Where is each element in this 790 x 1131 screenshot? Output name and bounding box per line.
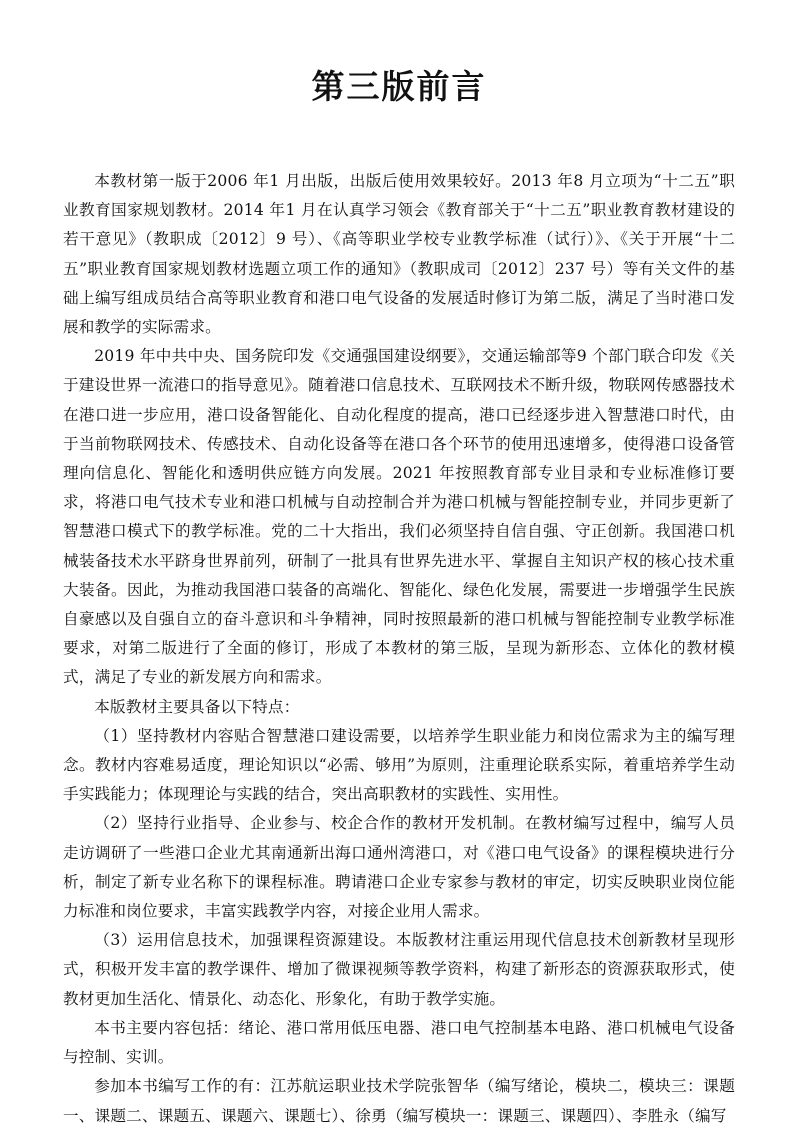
paragraph-feature-2: （2）坚持行业指导、企业参与、校企合作的教材开发机制。在教材编写过程中，编写人员走访调研了一些港口企业尤其南通新出海口通州湾港口，对《港口电气设备》的课程模块进行分析，制定了新专业名称下的课程标准。聘请港口企业专家参与教材的审定，切实反映职业岗位能力标准和岗位要求，丰富实践教学内容，对接企业用人需求。 [63, 814, 735, 921]
paragraph-authors: 参加本书编写工作的有：江苏航运职业技术学院张智华（编写绪论，模块二，模块三：课题一、课题二、课题五、课题六、课题七）、徐勇（编写模块一：课题三、课题四）、李胜永（编写 [63, 1077, 735, 1125]
document-page [63, 62, 735, 1131]
page-title: 第三版前言 [311, 67, 487, 106]
paragraph-edition-history: 本教材第一版于2006 年1 月出版，出版后使用效果较好。2013 年8 月立项为“十二五”职业教育国家规划教材。2014 年1 月在认真学习领会《教育部关于“十二五”职业教育教材建设的若干意见》（教职成〔2012〕9 号）、《高等职业学校专业教学标准（试行）》、《关于开展“十二五”职业教育国家规划教材选题立项工作的通知》（教职成司〔2012〕237 号）等有关文件的基础上编写组成员结合高等职业教育和港口电气设备的发展适时修订为第二版，满足了当时港口发展和教学的实际需求。 [63, 172, 735, 337]
paragraph-contents: 本书主要内容包括：绪论、港口常用低压电器、港口电气控制基本电路、港口机械电气设备与控制、实训。 [63, 1018, 735, 1067]
paragraph-features-intro: 本版教材主要具备以下特点： [94, 697, 300, 716]
paragraph-smart-port-background: 2019 年中共中央、国务院印发《交通强国建设纲要》，交通运输部等9 个部门联合印发《关于建设世界一流港口的指导意见》。随着港口信息技术、互联网技术不断升级，物联网传感器技术在港口进一步应用，港口设备智能化、自动化程度的提高，港口已经逐步进入智慧港口时代，由于当前物联网技术、传感技术、自动化设备等在港口各个环节的使用迅速增多，使得港口设备管理向信息化、智能化和透明供应链方向发展。2021 年按照教育部专业目录和专业标准修订要求，将港口电气技术专业和港口机械与自动控制合并为港口机械与智能控制专业，并同步更新了智慧港口模式下的教学标准。党的二十大指出，我们必须坚持自信自强、守正创新。我国港口机械装备技术水平跻身世界前列，研制了一批具有世界先进水平、掌握自主知识产权的核心技术重大装备。因此，为推动我国港口装备的高端化、智能化、绿色化发展，需要进一步增强学生民族自豪感以及自强自立的奋斗意识和斗争精神，同时按照最新的港口机械与智能控制专业教学标准要求，对第二版进行了全面的修订，形成了本教材的第三版，呈现为新形态、立体化的教材模式，满足了专业的新发展方向和需求。 [63, 347, 735, 687]
paragraph-feature-1: （1）坚持教材内容贴合智慧港口建设需要，以培养学生职业能力和岗位需求为主的编写理念。教材内容难易适度，理论知识以“必需、够用”为原则，注重理论联系实际，着重培养学生动手实践能力；体现理论与实践的结合，突出高职教材的实践性、实用性。 [63, 726, 735, 804]
paragraph-feature-3: （3）运用信息技术，加强课程资源建设。本版教材注重运用现代信息技术创新教材呈现形式，积极开发丰富的教学课件、增加了微课视频等教学资料，构建了新形态的资源获取形式，使教材更加生活化、情景化、动态化、形象化，有助于教学实施。 [63, 931, 735, 1008]
